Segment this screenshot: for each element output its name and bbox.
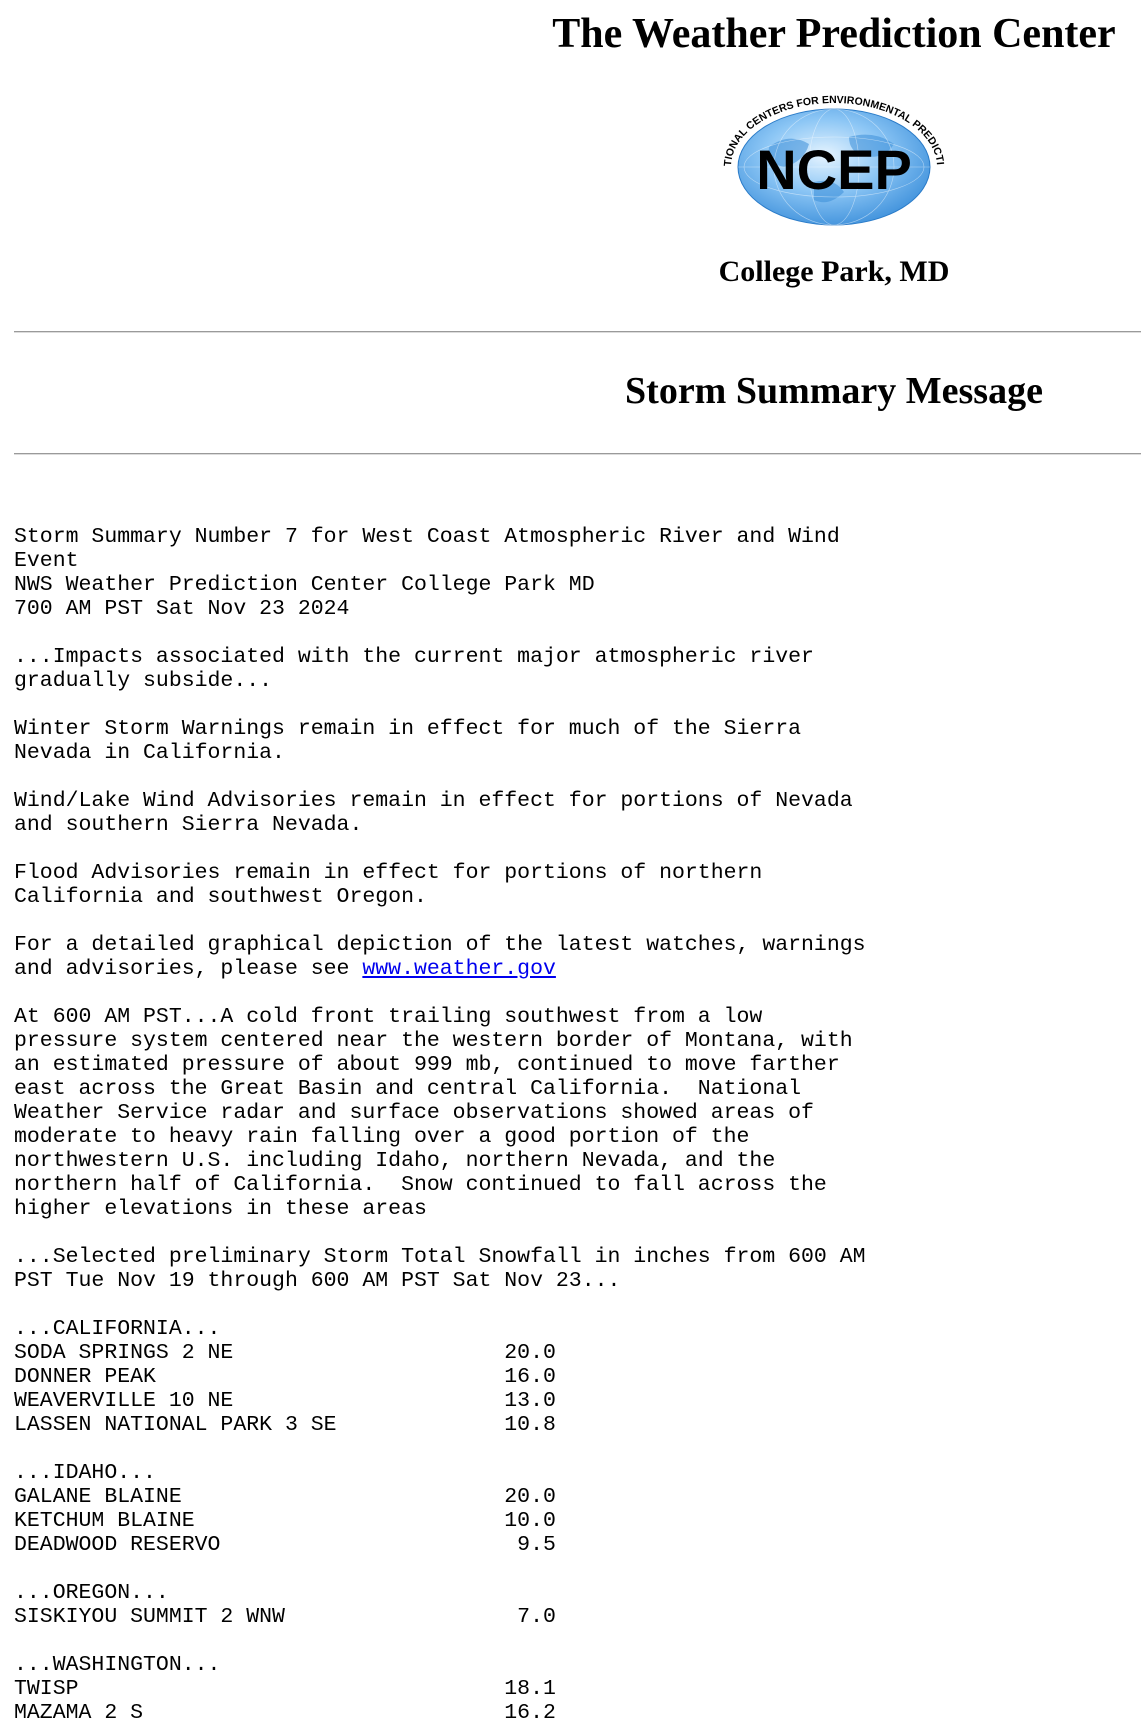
- center-name: The Weather Prediction Center: [552, 11, 1116, 57]
- ncep-globe-icon: [709, 82, 959, 232]
- bulletin-text-continued: At 600 AM PST...A cold front trailing southwest from a low pressure system centered near the western border of Montana, with an estimated pressure of about 999 mb, continued to move farther east across the Great Basin and central California. National Weather Service radar and surface observations showed areas of moderate to heavy rain falling over a good portion of the northwestern U.S. including Idaho, northern Nevada, and the northern half of California. Snow continued to fall across the higher elevations in these areas ...Selected preliminary Storm Total Snowfall in inches from 600 AM PST Tue Nov 19 through 600 AM PST Sat Nov 23... ...CALIFORNIA... SODA SPRINGS 2 NE 20.0 DONNER PEAK 16.0 WEAVERVILLE 10 NE 13.0 LASSEN NATIONAL PARK 3 SE 10.8 ...IDAHO... GALANE BLAINE 20.0 KETCHUM BLAINE 10.0 DEADWOOD RESERVO 9.5 ...OREGON... SISKIYOU SUMMIT 2 WNW 7.0 ...WASHINGTON... TWISP 18.1 MAZAMA 2 S 16.2: [14, 1005, 866, 1725]
- logo-wordmark: NCEP: [756, 138, 912, 201]
- page-title: Storm Summary Message: [625, 370, 1043, 412]
- logo-ring-text: TIONAL CENTERS FOR ENVIRONMENTAL PREDICTI: [721, 93, 946, 167]
- storm-summary-bulletin: [14, 525, 866, 1725]
- link-prefix: and advisories, please see: [14, 957, 363, 981]
- bulletin-text: Storm Summary Number 7 for West Coast Atmospheric River and Wind Event NWS Weather Prediction Center College Park MD 700 AM PST Sat Nov 23 2024 ...Impacts associated with the current major atmospheric river gradually subside... Winter Storm Warnings remain in effect for much of the Sierra Nevada in California. Wind/Lake Wind Advisories remain in effect for portions of Nevada and southern Sierra Nevada. Flood Advisories remain in effect for portions of northern California and southwest Oregon. For a detailed graphical depiction of the latest watches, warnings: [14, 525, 866, 957]
- divider: [14, 331, 1141, 333]
- divider: [14, 453, 1141, 455]
- header: [540, 10, 1128, 290]
- ncep-logo: [709, 82, 959, 232]
- weather-gov-link[interactable]: www.weather.gov: [362, 957, 556, 981]
- location: College Park, MD: [718, 255, 950, 288]
